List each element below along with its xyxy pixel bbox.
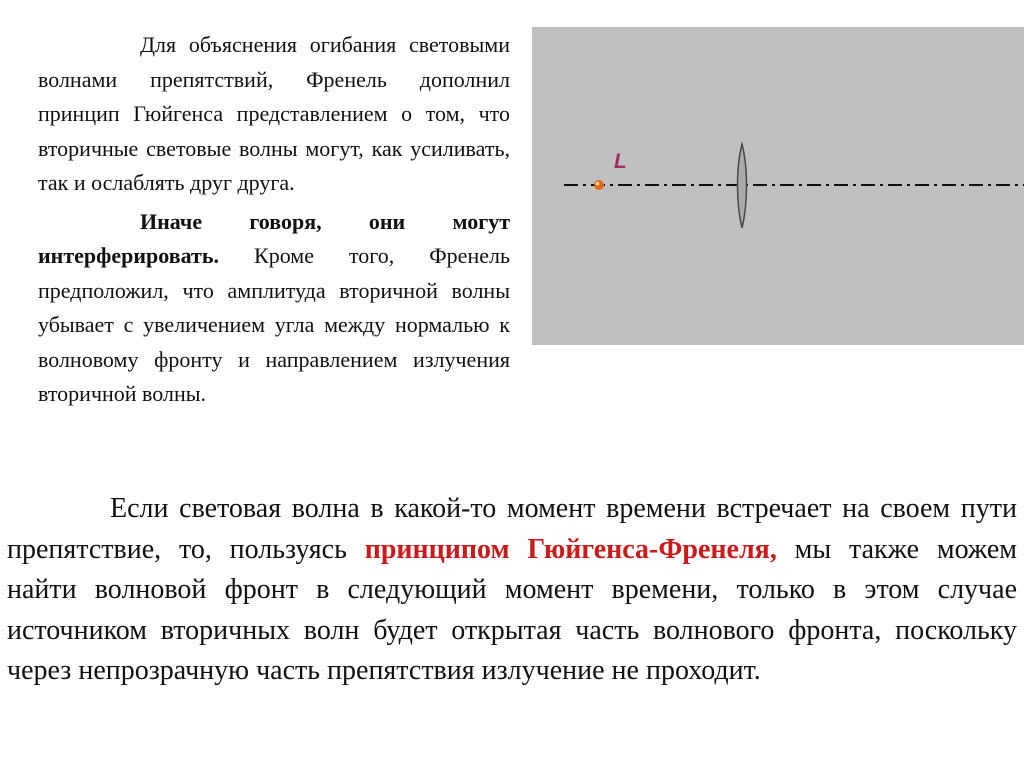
paragraph-text: Для объяснения огибания световыми волнами препятствий, Френель дополнил принцип Гюйгенса представлением о том, что вторичные световые волны могут, как усиливать, так и ослаблять друг друга. <box>38 32 510 195</box>
lens-icon <box>738 144 747 228</box>
paragraph-text: Если световая волна в какой-то момент времени встречает на своем пути препятствие, то, пользуясь <box>7 493 1017 565</box>
paragraph-interference <box>38 205 510 412</box>
paragraph-text: мы также можем найти волновой фронт в следующий момент времени, только в этом случае источником вторичных волн будет открытая часть волнового фронта, поскольку через непрозрачную часть препятствия излучение не проходит. <box>7 533 1017 686</box>
light-source-highlight <box>596 182 600 186</box>
paragraph-fresnel-intro <box>38 28 510 201</box>
left-text-column <box>38 28 510 412</box>
bold-phrase: Иначе говоря, они могут интерферировать. <box>38 208 510 268</box>
source-label: L <box>614 150 627 173</box>
light-source-icon <box>594 180 604 190</box>
highlighted-term: принципом Гюйгенса-Френеля, <box>364 533 777 565</box>
paragraph-text: Кроме того, Френель предположил, что амплитуда вторичной волны убывает с увеличением угла между нормалью к волновому фронту и направлением излучения вторичной волны. <box>38 243 510 406</box>
bottom-paragraph <box>7 489 1017 692</box>
optics-diagram <box>532 27 1024 345</box>
huygens-fresnel-paragraph <box>7 489 1017 692</box>
optics-simulation-panel <box>532 27 1024 345</box>
